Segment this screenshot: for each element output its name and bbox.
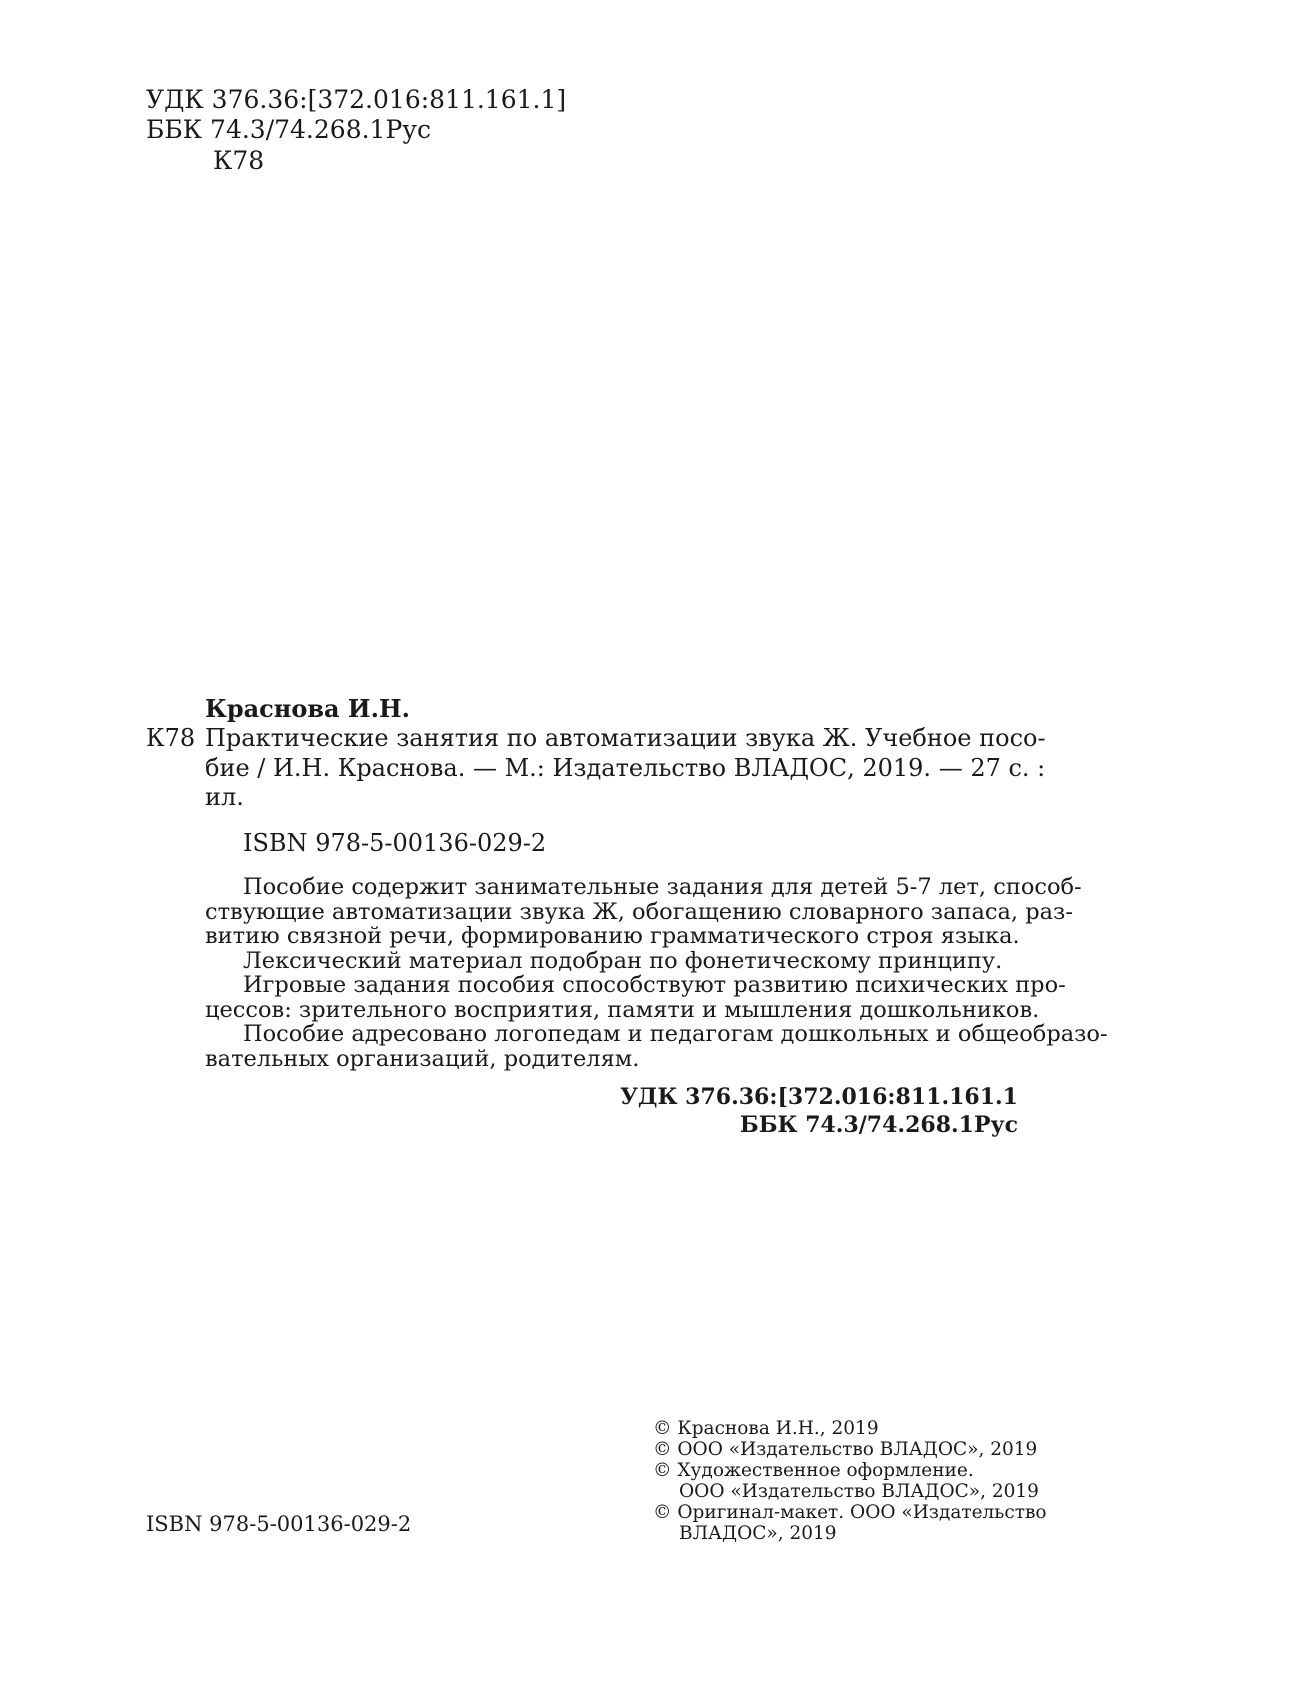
copyright-line: © ООО «Издательство ВЛАДОС», 2019 (653, 1439, 1038, 1460)
annotation-line: Лексический материал подобран по фонетическому принципу. (243, 947, 1003, 974)
record-title (205, 724, 1046, 813)
annotation-line: цессов: зрительного восприятия, памяти и мышления дошкольников. (205, 996, 1040, 1023)
copyright-block (653, 1418, 1047, 1544)
annotation-line: вательных организаций, родителям. (205, 1045, 640, 1072)
record-author: Краснова И.Н. (205, 694, 410, 723)
header-bbk: ББК 74.3/74.268.1Рус (146, 115, 431, 144)
footer-isbn: ISBN 978-5-00136-029-2 (146, 1512, 412, 1536)
copyright-line: ООО «Издательство ВЛАДОС», 2019 (679, 1481, 1039, 1502)
record-isbn: ISBN 978-5-00136-029-2 (243, 829, 547, 857)
record-code: К78 (146, 724, 196, 752)
annotation-line: Пособие содержит занимательные задания для детей 5-7 лет, способ- (243, 874, 1082, 900)
copyright-line: ВЛАДОС», 2019 (679, 1523, 837, 1544)
header-code: К78 (213, 146, 265, 175)
class-bbk: ББК 74.3/74.268.1Рус (739, 1112, 1018, 1138)
title-line: Практические занятия по автоматизации звука Ж. Учебное посо- (205, 724, 1046, 752)
annotation-line: Игровые задания пособия способствуют развитию психических про- (243, 972, 1066, 998)
copyright-line: © Оригинал-макет. ООО «Издательство (653, 1502, 1047, 1523)
title-line: бие / И.Н. Краснова. — М.: Издательство ВЛАДОС, 2019. — 27 с. : (205, 753, 1046, 782)
copyright-line: © Художественное оформление. (653, 1460, 974, 1481)
annotation-line: ствующие автоматизации звука Ж, обогащению словарного запаса, раз- (205, 898, 1073, 925)
annotation-line: Пособие адресовано логопедам и педагогам дошкольных и общеобразо- (243, 1021, 1108, 1047)
title-line: ил. (205, 783, 244, 811)
class-udk: УДК 376.36:[372.016:811.161.1 (620, 1084, 1018, 1110)
header-udk: УДК 376.36:[372.016:811.161.1] (146, 85, 567, 114)
annotation-line: витию связной речи, формированию грамматического строя языка. (205, 923, 1020, 949)
copyright-line: © Краснова И.Н., 2019 (653, 1418, 879, 1439)
annotation (205, 874, 1108, 1072)
